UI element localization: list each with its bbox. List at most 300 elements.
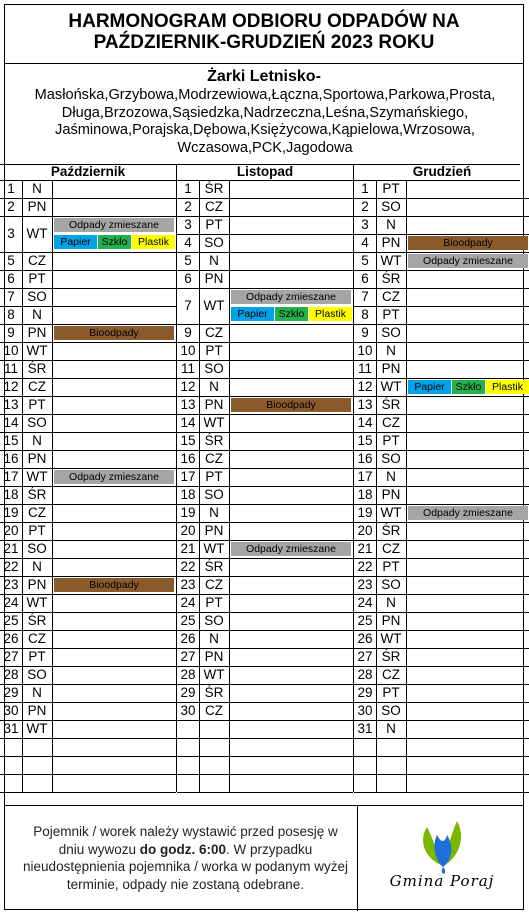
grid-line-h xyxy=(0,270,176,271)
day-number: 4 xyxy=(361,235,369,250)
table-row xyxy=(354,774,529,792)
weekday: PN xyxy=(381,235,401,250)
grid-line-h xyxy=(0,630,176,631)
grid-line-h xyxy=(354,378,529,379)
day-number: 14 xyxy=(180,415,196,430)
table-row xyxy=(0,198,176,216)
day-number: 8 xyxy=(7,307,15,322)
weekday: N xyxy=(32,181,42,196)
grid-line-h xyxy=(0,594,176,595)
day-number: 9 xyxy=(361,325,369,340)
weekday: N xyxy=(32,559,42,574)
grid-line-h xyxy=(0,198,176,199)
table-row xyxy=(354,756,529,774)
day-number: 11 xyxy=(180,361,195,376)
grid-line-h xyxy=(0,252,176,253)
pickup-notice xyxy=(13,823,358,893)
day-number: 6 xyxy=(7,271,15,286)
bio-waste-label: Bioodpady xyxy=(54,326,174,340)
table-row xyxy=(354,450,529,468)
table-row xyxy=(354,666,529,684)
weekday: N xyxy=(386,343,396,358)
day-number: 21 xyxy=(3,541,19,556)
grid-line-h xyxy=(177,612,353,613)
grid-line-h xyxy=(0,756,176,757)
table-row xyxy=(354,684,529,702)
paper-label: Papier xyxy=(408,380,451,394)
street-line: Wczasowa,PCK,Jagodowa xyxy=(177,139,353,156)
day-number: 10 xyxy=(357,343,373,358)
table-row xyxy=(177,540,353,558)
street-line: Jaśminowa,Porajska,Dębowa,Księżycowa,Kąpielowa,Wrzosowa, xyxy=(55,122,475,138)
day-number: 6 xyxy=(361,271,369,286)
grid-line-h xyxy=(354,756,529,757)
page-title xyxy=(5,11,523,53)
plastic-label: Plastik xyxy=(132,235,175,249)
grid-line-h xyxy=(354,198,529,199)
weekday: PT xyxy=(28,397,46,412)
table-row xyxy=(177,756,353,774)
day-number: 25 xyxy=(3,613,19,628)
weekday: PN xyxy=(381,487,401,502)
day-number: 23 xyxy=(180,577,196,592)
grid-line-h xyxy=(0,558,176,559)
weekday: WT xyxy=(380,631,402,646)
day-number: 24 xyxy=(357,595,373,610)
day-number: 27 xyxy=(3,649,19,664)
mixed-waste-label: Odpady zmieszane xyxy=(231,290,351,304)
month-header: Grudzień xyxy=(412,164,472,179)
weekday: N xyxy=(209,253,219,268)
day-number: 28 xyxy=(357,667,373,682)
grid-line-h xyxy=(177,468,353,469)
day-number xyxy=(0,774,22,792)
table-row xyxy=(0,594,176,612)
grid-line-h xyxy=(177,234,353,235)
day-number: 13 xyxy=(357,397,373,412)
weekday: PN xyxy=(381,613,401,628)
weekday: SO xyxy=(381,325,401,340)
grid-line-h xyxy=(354,702,529,703)
grid-line-h xyxy=(354,450,529,451)
weekday: PN xyxy=(204,649,224,664)
weekday: CZ xyxy=(205,199,223,214)
day-number: 29 xyxy=(3,685,19,700)
grid-line-h xyxy=(354,666,529,667)
table-row xyxy=(0,684,176,702)
grid-line-h xyxy=(177,702,353,703)
grid-line-h xyxy=(177,414,353,415)
table-row xyxy=(177,504,353,522)
weekday: PN xyxy=(27,199,47,214)
grid-line-h xyxy=(0,360,176,361)
table-row xyxy=(354,738,529,756)
table-row xyxy=(0,558,176,576)
day-number: 16 xyxy=(357,451,373,466)
day-number xyxy=(354,738,376,756)
notice-text: dniu wywozu xyxy=(58,841,140,857)
mixed-waste-label: Odpady zmieszane xyxy=(54,470,174,484)
grid-line-h xyxy=(0,432,176,433)
day-number: 29 xyxy=(180,685,196,700)
weekday: WT xyxy=(380,379,402,394)
grid-line-h xyxy=(354,324,529,325)
weekday: N xyxy=(386,217,396,232)
grid-line-h xyxy=(354,252,529,253)
grid-line-h xyxy=(354,558,529,559)
weekday: WT xyxy=(26,469,48,484)
weekday xyxy=(22,756,52,774)
grid-line-h xyxy=(0,738,176,739)
grid-line-h xyxy=(0,648,176,649)
plastic-label: Plastik xyxy=(309,307,352,321)
table-row xyxy=(177,180,353,198)
grid-line-v xyxy=(52,180,53,792)
table-row xyxy=(354,396,529,414)
table-row xyxy=(177,576,353,594)
grid-line-h xyxy=(354,486,529,487)
day-number: 3 xyxy=(184,217,192,232)
day-number: 12 xyxy=(180,379,196,394)
plastic-label: Plastik xyxy=(486,380,529,394)
day-number: 24 xyxy=(180,595,196,610)
day-number: 6 xyxy=(184,271,192,286)
day-number: 23 xyxy=(3,577,19,592)
weekday: ŚR xyxy=(27,613,47,628)
day-number: 7 xyxy=(184,298,192,313)
grid-line-h xyxy=(0,684,176,685)
paper-label: Papier xyxy=(54,235,97,249)
weekday: N xyxy=(32,433,42,448)
table-row xyxy=(0,648,176,666)
weekday xyxy=(376,774,406,792)
grid-line-h xyxy=(177,666,353,667)
day-number xyxy=(177,720,199,738)
table-row xyxy=(354,216,529,234)
weekday: CZ xyxy=(205,703,223,718)
bio-waste-label: Bioodpady xyxy=(408,236,528,250)
day-number: 23 xyxy=(357,577,373,592)
glass-label: Szkło xyxy=(275,307,308,321)
grid-line-h xyxy=(0,414,176,415)
glass-label: Szkło xyxy=(452,380,485,394)
grid-line-h xyxy=(0,396,176,397)
weekday: PT xyxy=(382,181,400,196)
weekday: CZ xyxy=(382,289,400,304)
grid-line-h xyxy=(177,720,353,721)
table-row xyxy=(354,540,529,558)
table-row xyxy=(177,684,353,702)
day-number: 22 xyxy=(180,559,196,574)
table-row xyxy=(177,234,353,252)
table-row xyxy=(0,504,176,522)
grid-line-h xyxy=(0,342,176,343)
grid-line-h xyxy=(354,576,529,577)
day-number: 16 xyxy=(3,451,19,466)
grid-line-h xyxy=(354,504,529,505)
table-row xyxy=(0,396,176,414)
table-row xyxy=(354,432,529,450)
day-number: 21 xyxy=(357,541,373,556)
table-row xyxy=(354,522,529,540)
day-number: 10 xyxy=(180,343,196,358)
street-list xyxy=(13,87,517,157)
weekday: ŚR xyxy=(381,271,401,286)
day-number: 1 xyxy=(361,181,369,196)
weekday: PN xyxy=(27,703,47,718)
weekday: N xyxy=(209,631,219,646)
logo-text: Gmina Poraj xyxy=(389,872,495,890)
day-number xyxy=(354,774,376,792)
table-row xyxy=(354,288,529,306)
table-row xyxy=(177,270,353,288)
table-row xyxy=(0,450,176,468)
grid-line-h xyxy=(0,486,176,487)
notice-deadline: do godz. 6:00 xyxy=(139,841,227,857)
day-number: 7 xyxy=(7,289,15,304)
mixed-waste-label: Odpady zmieszane xyxy=(408,254,528,268)
table-row xyxy=(177,720,353,738)
grid-line-h xyxy=(177,738,353,739)
table-row xyxy=(177,396,353,414)
day-number: 18 xyxy=(180,487,196,502)
table-row xyxy=(354,576,529,594)
weekday: SO xyxy=(204,361,224,376)
day-number: 2 xyxy=(7,199,15,214)
weekday: PN xyxy=(204,523,224,538)
table-row xyxy=(0,612,176,630)
day-number: 5 xyxy=(361,253,369,268)
table-row xyxy=(354,360,529,378)
table-row xyxy=(0,576,176,594)
day-number: 2 xyxy=(361,199,369,214)
weekday: PT xyxy=(382,433,400,448)
day-number: 31 xyxy=(3,721,19,736)
table-row xyxy=(354,612,529,630)
day-number: 15 xyxy=(180,433,196,448)
notice-line: nieudostępnienia pojemnika / worka w podanym wyżej xyxy=(23,859,348,874)
weekday: N xyxy=(209,505,219,520)
weekday: PN xyxy=(27,577,47,592)
table-row xyxy=(177,216,353,234)
weekday: PT xyxy=(205,595,223,610)
street-line: Długa,Brzozowa,Sąsiedzka,Nadrzeczna,Leśna,Szymańskiego, xyxy=(61,104,469,121)
grid-line-h xyxy=(177,558,353,559)
day-number: 20 xyxy=(357,523,373,538)
grid-line-h xyxy=(0,720,176,721)
grid-line-h xyxy=(354,216,529,217)
day-number: 21 xyxy=(180,541,196,556)
weekday: WT xyxy=(203,298,225,313)
title-line-2: PAŹDZIERNIK-GRUDZIEŃ 2023 ROKU xyxy=(93,32,435,53)
day-number xyxy=(177,774,199,792)
notice-line: Pojemnik / worek należy wystawić przed posesję w xyxy=(33,824,338,839)
day-number: 19 xyxy=(357,505,373,520)
weekday: CZ xyxy=(205,451,223,466)
grid-line-h xyxy=(354,414,529,415)
table-row xyxy=(0,378,176,396)
table-row xyxy=(0,702,176,720)
day-number: 5 xyxy=(7,253,15,268)
mixed-waste-label: Odpady zmieszane xyxy=(408,506,528,520)
month-header: Październik xyxy=(50,164,126,179)
day-number: 19 xyxy=(3,505,19,520)
weekday: PN xyxy=(381,361,401,376)
table-row xyxy=(354,720,529,738)
table-row xyxy=(177,702,353,720)
grid-line-h xyxy=(354,468,529,469)
weekday: SO xyxy=(27,541,47,556)
weekday: PT xyxy=(28,271,46,286)
weekday: SO xyxy=(27,667,47,682)
grid-line-h xyxy=(354,396,529,397)
weekday: PT xyxy=(205,469,223,484)
grid-line-h xyxy=(0,702,176,703)
grid-line-h xyxy=(0,306,176,307)
weekday: CZ xyxy=(28,379,46,394)
grid-line-v xyxy=(353,164,354,792)
table-row xyxy=(0,522,176,540)
mixed-waste-label: Odpady zmieszane xyxy=(231,542,351,556)
table-row xyxy=(177,666,353,684)
day-number: 3 xyxy=(361,217,369,232)
day-number xyxy=(0,738,22,756)
table-row xyxy=(0,756,176,774)
title-divider xyxy=(5,63,523,64)
grid-line-h xyxy=(177,432,353,433)
grid-line-h xyxy=(0,540,176,541)
grid-line-h xyxy=(354,306,529,307)
grid-line-h xyxy=(354,792,529,793)
grid-line-v xyxy=(22,180,23,792)
weekday: ŚR xyxy=(381,397,401,412)
grid-line-v xyxy=(176,164,177,792)
grid-line-h xyxy=(354,234,529,235)
grid-line-h xyxy=(177,270,353,271)
table-row xyxy=(0,720,176,738)
table-row xyxy=(0,324,176,342)
grid-line-h xyxy=(0,324,176,325)
weekday: SO xyxy=(204,613,224,628)
table-row xyxy=(177,342,353,360)
table-row xyxy=(354,558,529,576)
table-row xyxy=(0,486,176,504)
day-number: 8 xyxy=(361,307,369,322)
grid-line-h xyxy=(0,216,176,217)
day-number: 11 xyxy=(3,361,18,376)
table-row xyxy=(354,702,529,720)
day-number: 27 xyxy=(180,649,196,664)
grid-line-h xyxy=(354,684,529,685)
day-number: 18 xyxy=(3,487,19,502)
weekday: ŚR xyxy=(204,685,224,700)
weekday: N xyxy=(32,307,42,322)
weekday: PN xyxy=(27,325,47,340)
day-number: 12 xyxy=(3,379,19,394)
table-row xyxy=(0,666,176,684)
day-number: 25 xyxy=(180,613,196,628)
day-number: 26 xyxy=(3,631,19,646)
day-number: 15 xyxy=(357,433,373,448)
day-number: 26 xyxy=(180,631,196,646)
table-row xyxy=(354,324,529,342)
day-number: 10 xyxy=(3,343,19,358)
weekday: CZ xyxy=(382,415,400,430)
table-row xyxy=(354,468,529,486)
day-number xyxy=(0,756,22,774)
day-number: 24 xyxy=(3,595,19,610)
table-row xyxy=(0,738,176,756)
weekday: CZ xyxy=(28,631,46,646)
weekday: PT xyxy=(205,343,223,358)
grid-line-v xyxy=(376,180,377,792)
grid-line-h xyxy=(354,432,529,433)
table-row xyxy=(0,360,176,378)
day-number xyxy=(354,756,376,774)
day-number: 9 xyxy=(7,325,15,340)
table-row xyxy=(0,270,176,288)
day-number: 2 xyxy=(184,199,192,214)
footer-divider-top xyxy=(5,805,523,806)
day-number: 17 xyxy=(3,469,19,484)
table-row xyxy=(0,252,176,270)
table-row xyxy=(177,450,353,468)
weekday: ŚR xyxy=(204,433,224,448)
grid-line-h xyxy=(0,792,176,793)
table-row xyxy=(0,630,176,648)
weekday xyxy=(22,774,52,792)
table-row xyxy=(354,234,529,252)
table-row xyxy=(177,648,353,666)
weekday: PT xyxy=(28,523,46,538)
weekday: WT xyxy=(26,343,48,358)
weekday: SO xyxy=(204,235,224,250)
area-heading: Żarki Letnisko- xyxy=(207,68,321,85)
bio-waste-label: Bioodpady xyxy=(231,398,351,412)
grid-line-v xyxy=(406,180,407,792)
grid-line-h xyxy=(177,648,353,649)
weekday: WT xyxy=(203,541,225,556)
day-number: 15 xyxy=(3,433,19,448)
table-row xyxy=(354,486,529,504)
table-row xyxy=(177,198,353,216)
day-number: 17 xyxy=(180,469,196,484)
day-number: 17 xyxy=(357,469,373,484)
day-number: 28 xyxy=(3,667,19,682)
street-line: Masłońska,Grzybowa,Modrzewiowa,Łączna,Sportowa,Parkowa,Prosta, xyxy=(34,87,496,103)
day-number: 25 xyxy=(357,613,373,628)
mixed-waste-label: Odpady zmieszane xyxy=(54,218,174,232)
table-row xyxy=(177,558,353,576)
weekday: WT xyxy=(26,226,48,241)
weekday: WT xyxy=(26,595,48,610)
weekday: WT xyxy=(26,721,48,736)
table-row xyxy=(0,306,176,324)
weekday: PT xyxy=(382,685,400,700)
grid-line-h xyxy=(177,540,353,541)
day-number: 19 xyxy=(180,505,196,520)
grid-line-h xyxy=(177,198,353,199)
table-row xyxy=(177,252,353,270)
table-row xyxy=(177,630,353,648)
table-row xyxy=(0,180,176,198)
table-row xyxy=(354,594,529,612)
weekday xyxy=(199,738,229,756)
day-number: 1 xyxy=(184,181,192,196)
table-row xyxy=(354,414,529,432)
grid-line-h xyxy=(354,630,529,631)
day-number: 4 xyxy=(184,235,192,250)
